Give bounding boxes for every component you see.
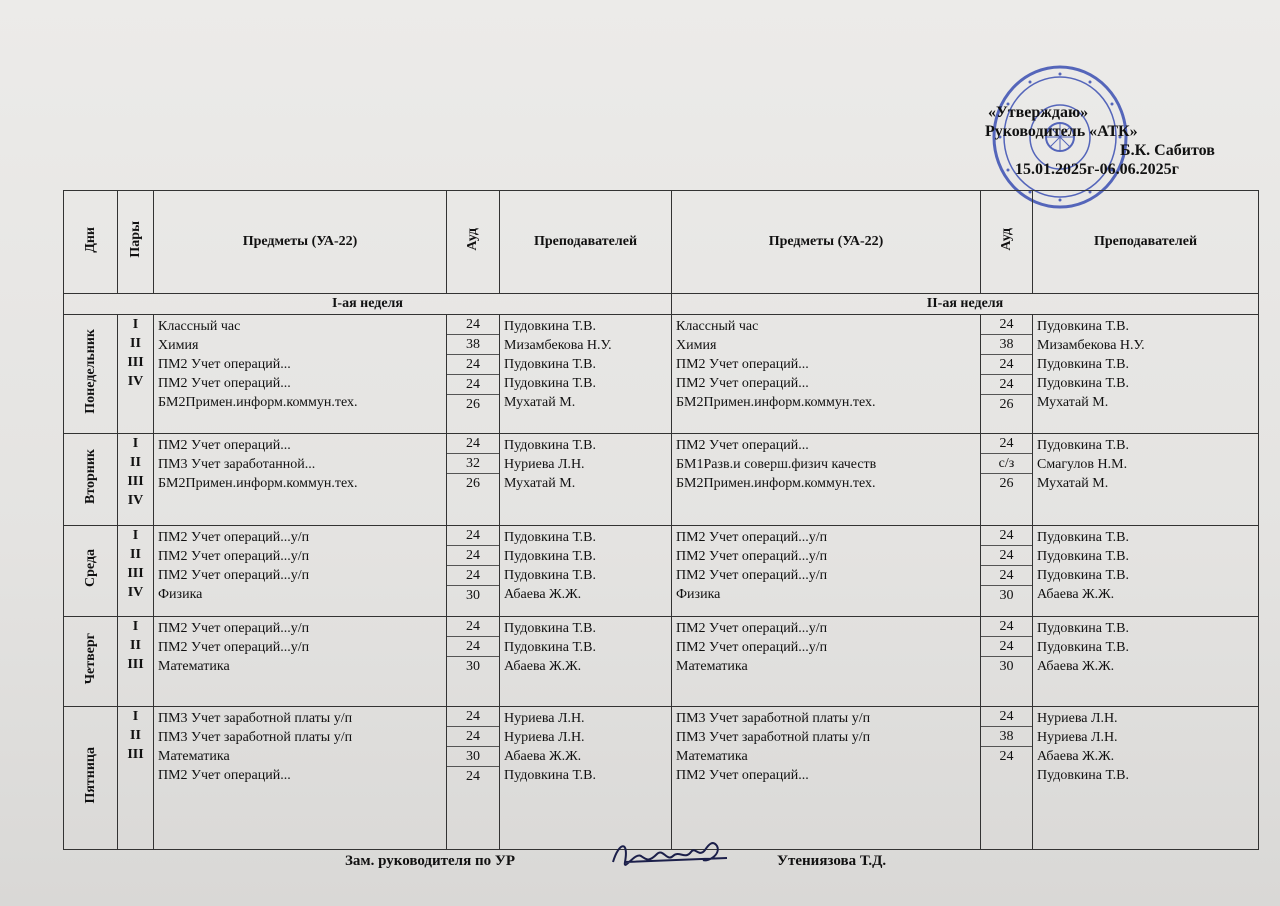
week1-teachers — [500, 616, 672, 707]
pair-numbers-line: IV — [127, 373, 144, 389]
week1-teachers-line: Нуриева Л.Н. — [504, 711, 585, 727]
footer-position: Зам. руководителя по УР — [345, 853, 516, 869]
header-subjects-week1: Предметы (УА-22) — [154, 191, 447, 294]
week1-auditoriums-line: 24 — [447, 727, 499, 747]
week1-auditoriums-line: 24 — [447, 707, 499, 727]
day-name: Среда — [82, 549, 98, 588]
week1-subjects-line: ПМ2 Учет операций...у/п — [158, 567, 310, 583]
week2-auditoriums-line: 24 — [981, 617, 1032, 637]
week2-auditoriums-line: 30 — [999, 587, 1014, 603]
week2-teachers-line: Пудовкина Т.В. — [1037, 567, 1129, 583]
day-name-cell — [64, 525, 118, 616]
week1-label: I-ая неделя — [64, 294, 672, 314]
day-row — [64, 525, 1259, 616]
week2-auditoriums-line: с/з — [981, 454, 1032, 474]
week2-auditoriums-line: 24 — [981, 526, 1032, 546]
pair-numbers-line: II — [130, 546, 141, 562]
footer-name: Утениязова Т.Д. — [777, 853, 887, 869]
day-name: Четверг — [82, 633, 98, 685]
week1-teachers-line: Пудовкина Т.В. — [504, 437, 596, 453]
day-name: Вторник — [82, 449, 98, 505]
day-name-cell — [64, 616, 118, 707]
header-pairs: Пары — [118, 191, 154, 294]
week2-subjects — [672, 433, 981, 525]
week2-auditoriums-line: 38 — [981, 335, 1032, 355]
pair-numbers-line: II — [130, 637, 141, 653]
pair-numbers-line: I — [132, 316, 139, 332]
week2-subjects-line: БМ2Примен.информ.коммун.тех. — [676, 475, 876, 491]
week2-auditoriums — [981, 314, 1033, 433]
week1-teachers-line: Абаева Ж.Ж. — [504, 658, 582, 674]
week1-teachers — [500, 707, 672, 850]
week2-auditoriums-line: 26 — [999, 396, 1014, 412]
week1-auditoriums-line: 24 — [466, 769, 480, 785]
week2-subjects-line: ПМ2 Учет операций...у/п — [676, 548, 828, 564]
week2-auditoriums-line: 24 — [981, 315, 1032, 335]
pair-numbers-line: III — [127, 656, 144, 672]
week2-subjects-line: Физика — [676, 586, 721, 602]
pair-numbers-line: II — [130, 335, 141, 351]
day-name-cell — [64, 314, 118, 433]
header-teachers-week2: Преподавателей — [1033, 191, 1259, 294]
week2-teachers-line: Пудовкина Т.В. — [1037, 529, 1129, 545]
week1-auditoriums-line: 30 — [447, 747, 499, 767]
week2-teachers-line: Смагулов Н.М. — [1037, 456, 1128, 472]
week2-auditoriums-line: 24 — [999, 749, 1014, 765]
week1-subjects-line: ПМ2 Учет операций... — [158, 768, 291, 784]
week1-teachers — [500, 525, 672, 616]
week2-auditoriums-line: 24 — [981, 546, 1032, 566]
week1-subjects-line: ПМ3 Учет заработной платы у/п — [158, 730, 353, 746]
week1-teachers — [500, 314, 672, 433]
week1-auditoriums-line: 26 — [466, 396, 480, 412]
week2-teachers — [1033, 616, 1259, 707]
week1-teachers-line: Пудовкина Т.В. — [504, 768, 596, 784]
week1-subjects-line: ПМ2 Учет операций...у/п — [158, 548, 310, 564]
week1-subjects-line: Физика — [158, 586, 203, 602]
week1-teachers — [500, 433, 672, 525]
week2-subjects-line: ПМ2 Учет операций...у/п — [676, 620, 828, 636]
pair-numbers-line: III — [127, 565, 144, 581]
week1-teachers-line: Пудовкина Т.В. — [504, 567, 596, 583]
week1-auditoriums-line: 38 — [447, 335, 499, 355]
week1-subjects-line: ПМ3 Учет заработанной... — [158, 456, 316, 472]
pair-numbers — [118, 616, 154, 707]
header-row — [64, 191, 1259, 294]
week2-teachers-line: Пудовкина Т.В. — [1037, 548, 1129, 564]
pair-numbers-line: III — [127, 747, 144, 763]
pair-numbers — [118, 525, 154, 616]
week1-subjects-line: Математика — [158, 658, 230, 674]
week1-subjects — [154, 616, 447, 707]
week1-subjects-line: ПМ2 Учет операций... — [158, 356, 291, 372]
week2-auditoriums-line: 24 — [981, 637, 1032, 657]
week2-subjects — [672, 525, 981, 616]
day-name-cell — [64, 707, 118, 850]
week2-subjects-line: ПМ2 Учет операций...у/п — [676, 567, 828, 583]
week1-auditoriums — [447, 314, 500, 433]
week1-auditoriums-line: 24 — [447, 375, 499, 395]
week-row — [64, 294, 1259, 314]
week2-subjects-line: Математика — [676, 658, 748, 674]
week2-teachers-line: Пудовкина Т.В. — [1037, 375, 1129, 391]
week2-teachers-line: Нуриева Л.Н. — [1037, 730, 1118, 746]
week2-subjects-line: Математика — [676, 749, 748, 765]
pair-numbers — [118, 707, 154, 850]
week2-auditoriums — [981, 616, 1033, 707]
week1-auditoriums-line: 24 — [447, 434, 499, 454]
week1-auditoriums-line: 30 — [466, 658, 480, 674]
pair-numbers-line: IV — [127, 584, 144, 600]
week2-subjects-line: ПМ2 Учет операций...у/п — [676, 639, 828, 655]
week1-teachers-line: Мизамбекова Н.У. — [504, 337, 612, 353]
approval-heading: «Утверждаю» — [988, 104, 1089, 121]
week2-auditoriums-line: 24 — [981, 355, 1032, 375]
week2-teachers-line: Мизамбекова Н.У. — [1037, 337, 1145, 353]
week2-auditoriums — [981, 433, 1033, 525]
week1-auditoriums-line: 26 — [466, 475, 480, 491]
day-name: Пятница — [82, 747, 98, 804]
week1-teachers-line: Мухатай М. — [504, 394, 576, 410]
week1-auditoriums-line: 24 — [447, 355, 499, 375]
pair-numbers-line: I — [132, 618, 139, 634]
week2-subjects — [672, 314, 981, 433]
week2-subjects — [672, 616, 981, 707]
week2-subjects — [672, 707, 981, 850]
week1-teachers-line: Пудовкина Т.В. — [504, 356, 596, 372]
header-teachers-week1: Преподавателей — [500, 191, 672, 294]
week2-subjects-line: ПМ2 Учет операций... — [676, 437, 809, 453]
week1-subjects-line: Математика — [158, 749, 230, 765]
week1-teachers-line: Пудовкина Т.В. — [504, 548, 596, 564]
week2-auditoriums-line: 24 — [981, 707, 1032, 727]
week2-subjects-line: БМ2Примен.информ.коммун.тех. — [676, 394, 876, 410]
week1-auditoriums-line: 24 — [447, 315, 499, 335]
week1-subjects-line: Химия — [158, 337, 199, 353]
week1-subjects-line: ПМ2 Учет операций... — [158, 437, 291, 453]
day-name: Понедельник — [82, 328, 98, 414]
week1-subjects-line: БМ2Примен.информ.коммун.тех. — [158, 475, 358, 491]
week1-subjects-line: ПМ2 Учет операций...у/п — [158, 639, 310, 655]
week2-subjects-line: ПМ2 Учет операций...у/п — [676, 529, 828, 545]
day-row — [64, 314, 1259, 433]
week2-auditoriums — [981, 525, 1033, 616]
week1-auditoriums-line: 24 — [447, 617, 499, 637]
week1-subjects-line: ПМ3 Учет заработной платы у/п — [158, 711, 353, 727]
week2-teachers — [1033, 314, 1259, 433]
week2-auditoriums-line: 24 — [981, 375, 1032, 395]
week2-subjects-line: ПМ3 Учет заработной платы у/п — [676, 730, 871, 746]
week1-teachers-line: Нуриева Л.Н. — [504, 456, 585, 472]
week2-subjects-line: ПМ3 Учет заработной платы у/п — [676, 711, 871, 727]
pair-numbers-line: I — [132, 435, 139, 451]
week1-subjects-line: ПМ2 Учет операций...у/п — [158, 620, 310, 636]
week1-teachers-line: Мухатай М. — [504, 475, 576, 491]
week1-auditoriums-line: 30 — [466, 587, 480, 603]
day-row — [64, 707, 1259, 850]
week2-auditoriums-line: 30 — [999, 658, 1014, 674]
week1-subjects-line: ПМ2 Учет операций... — [158, 375, 291, 391]
approval-position: Руководитель «АТК» — [985, 123, 1138, 140]
pair-numbers-line: IV — [127, 492, 144, 508]
week2-subjects-line: ПМ2 Учет операций... — [676, 768, 809, 784]
week2-teachers-line: Мухатай М. — [1037, 394, 1109, 410]
week1-subjects-line: Классный час — [158, 318, 241, 334]
week1-auditoriums — [447, 616, 500, 707]
week2-teachers-line: Пудовкина Т.В. — [1037, 356, 1129, 372]
day-row — [64, 433, 1259, 525]
week2-teachers-line: Мухатай М. — [1037, 475, 1109, 491]
week1-auditoriums — [447, 433, 500, 525]
approval-block — [985, 103, 1215, 179]
week1-auditoriums-line: 32 — [447, 454, 499, 474]
week1-subjects — [154, 314, 447, 433]
header-days: Дни — [64, 191, 118, 294]
week2-teachers — [1033, 433, 1259, 525]
week2-label: II-ая неделя — [672, 294, 1259, 314]
approval-period: 15.01.2025г-06.06.2025г — [1015, 161, 1179, 178]
week2-subjects-line: Классный час — [676, 318, 759, 334]
week2-teachers-line: Пудовкина Т.В. — [1037, 437, 1129, 453]
pair-numbers-line: III — [127, 473, 144, 489]
week2-auditoriums-line: 24 — [981, 566, 1032, 586]
week1-teachers-line: Пудовкина Т.В. — [504, 620, 596, 636]
week2-teachers-line: Пудовкина Т.В. — [1037, 318, 1129, 334]
week1-subjects — [154, 525, 447, 616]
handwritten-signature — [605, 832, 735, 882]
week2-teachers-line: Абаева Ж.Ж. — [1037, 586, 1115, 602]
header-aud-week1: Ауд — [447, 191, 500, 294]
week1-teachers-line: Пудовкина Т.В. — [504, 375, 596, 391]
header-aud-week2: Ауд — [981, 191, 1033, 294]
week1-auditoriums-line: 24 — [447, 526, 499, 546]
week2-auditoriums-line: 24 — [981, 434, 1032, 454]
week1-teachers-line: Пудовкина Т.В. — [504, 639, 596, 655]
week1-auditoriums-line: 24 — [447, 546, 499, 566]
week1-teachers-line: Абаева Ж.Ж. — [504, 586, 582, 602]
week2-subjects-line: БМ1Разв.и соверш.физич качеств — [676, 456, 877, 472]
week1-teachers-line: Абаева Ж.Ж. — [504, 749, 582, 765]
pair-numbers-line: III — [127, 354, 144, 370]
pair-numbers — [118, 314, 154, 433]
week1-subjects-line: ПМ2 Учет операций...у/п — [158, 529, 310, 545]
week2-teachers-line: Пудовкина Т.В. — [1037, 639, 1129, 655]
pair-numbers-line: I — [132, 527, 139, 543]
week2-teachers-line: Пудовкина Т.В. — [1037, 620, 1129, 636]
week2-auditoriums — [981, 707, 1033, 850]
week1-auditoriums-line: 24 — [447, 637, 499, 657]
day-row — [64, 616, 1259, 707]
week1-teachers-line: Пудовкина Т.В. — [504, 529, 596, 545]
week2-teachers-line: Нуриева Л.Н. — [1037, 711, 1118, 727]
week2-teachers — [1033, 707, 1259, 850]
schedule-table — [63, 190, 1259, 850]
week1-subjects — [154, 707, 447, 850]
week2-teachers-line: Пудовкина Т.В. — [1037, 768, 1129, 784]
week1-teachers-line: Нуриева Л.Н. — [504, 730, 585, 746]
week2-auditoriums-line: 38 — [981, 727, 1032, 747]
week2-teachers — [1033, 525, 1259, 616]
days-body — [64, 314, 1259, 849]
week1-auditoriums — [447, 525, 500, 616]
week1-subjects-line: БМ2Примен.информ.коммун.тех. — [158, 394, 358, 410]
pair-numbers-line: I — [132, 709, 139, 725]
pair-numbers — [118, 433, 154, 525]
week2-auditoriums-line: 26 — [999, 475, 1014, 491]
header-subjects-week2: Предметы (УА-22) — [672, 191, 981, 294]
week2-teachers-line: Абаева Ж.Ж. — [1037, 658, 1115, 674]
week1-auditoriums-line: 24 — [447, 566, 499, 586]
week1-auditoriums — [447, 707, 500, 850]
week1-subjects — [154, 433, 447, 525]
week2-teachers-line: Абаева Ж.Ж. — [1037, 749, 1115, 765]
week2-subjects-line: ПМ2 Учет операций... — [676, 375, 809, 391]
approval-name: Б.К. Сабитов — [1120, 142, 1215, 159]
week2-subjects-line: Химия — [676, 337, 717, 353]
pair-numbers-line: II — [130, 454, 141, 470]
pair-numbers-line: II — [130, 728, 141, 744]
week1-teachers-line: Пудовкина Т.В. — [504, 318, 596, 334]
day-name-cell — [64, 433, 118, 525]
week2-subjects-line: ПМ2 Учет операций... — [676, 356, 809, 372]
